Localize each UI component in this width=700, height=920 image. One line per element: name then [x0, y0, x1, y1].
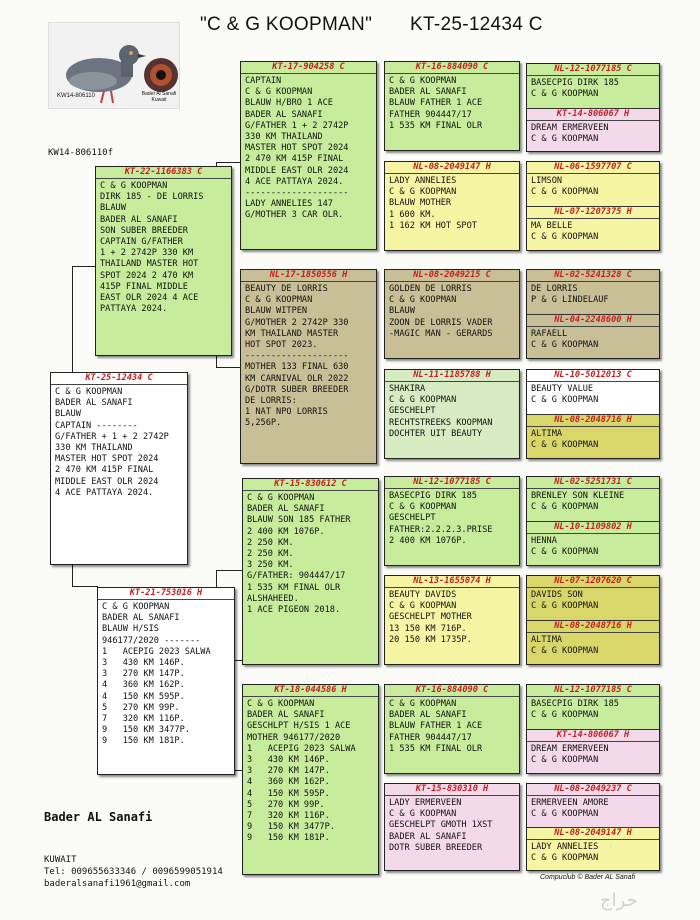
card-line: C & G KOOPMAN	[247, 493, 315, 503]
card-lines	[527, 329, 659, 351]
card-line: C & G KOOPMAN	[531, 133, 599, 144]
photo-ring: KW14-806110	[57, 93, 95, 99]
ring-number: KT-14-806067 H	[526, 730, 660, 742]
gen3-card	[384, 269, 520, 359]
ring-number: NL-02-5241328 C	[526, 270, 660, 282]
ring-number: KT-15-830310 H	[385, 784, 519, 796]
card-line: ZOON DE LORRIS VADER	[389, 317, 493, 328]
card-line: C & G KOOPMAN	[389, 699, 457, 709]
connector	[216, 570, 242, 571]
card-line: 3 270 KM 147P.	[102, 669, 185, 680]
card-line: 5 270 KM 99P.	[102, 702, 180, 713]
card-line: KM CARNIVAL OLR 2022	[245, 373, 349, 384]
ring-number: NL-12-1077185 C	[526, 685, 660, 697]
card-line: RECHTSTREEKS KOOPMAN	[389, 417, 493, 428]
card-lines	[389, 76, 515, 132]
card-line: KM THAILAND MASTER	[245, 328, 339, 339]
card-line: 4 ACE PATTAYA 2024.	[55, 487, 154, 498]
ring-number: NL-08-2049147 H	[526, 828, 660, 840]
card-line: G/FATHER 1 + 2 2742P	[245, 120, 349, 131]
ring-number: NL-17-1850556 H	[241, 270, 376, 282]
card-line: 5 270 KM 99P.	[247, 799, 325, 810]
card-line: 2 400 KM 1076P.	[389, 535, 467, 546]
card-line: GOLDEN DE LORRIS	[389, 284, 472, 294]
card-line: P & G LINDELAUF	[531, 295, 609, 306]
card-line: 2 470 KM 415P FINAL	[55, 465, 154, 476]
card-line: C & G KOOPMAN	[531, 187, 599, 198]
subject-card	[50, 372, 188, 565]
card-line: --------------------	[245, 351, 349, 362]
card-line: BLAUW H/SIS	[102, 624, 159, 635]
gen4-dam	[527, 729, 659, 774]
card-line: 9 150 KM 181P.	[247, 833, 330, 844]
card-line: 2 250 KM.	[247, 537, 294, 548]
card-line: GESCHELPT MOTHER	[389, 612, 472, 623]
gen4-card	[526, 63, 660, 152]
card-lines	[527, 842, 659, 864]
gen3-card	[384, 575, 520, 665]
card-lines	[527, 491, 659, 513]
card-lines	[527, 798, 659, 820]
card-lines	[527, 429, 659, 451]
card-line: MASTER HOT SPOT 2024	[245, 143, 349, 154]
sire-card	[95, 166, 232, 356]
gen4-dam	[527, 206, 659, 251]
owner-email[interactable]: baderalsanafi1961@gmail.com	[44, 879, 191, 889]
card-line: G/MOTHER 2 2742P 330	[245, 317, 349, 328]
card-line: 1 ACE PIGEON 2018.	[247, 605, 341, 616]
photo-owner-name: Bader Al Sanafi	[141, 91, 177, 97]
gen2-card	[242, 478, 379, 665]
card-line: 2 470 KM 415P FINAL	[245, 154, 344, 165]
card-line: C & G KOOPMAN	[531, 710, 599, 721]
card-line: --------------------	[245, 188, 349, 199]
connector	[216, 367, 240, 368]
card-lines	[527, 384, 659, 406]
ring-number: NL-08-2048716 H	[526, 415, 660, 427]
card-line: 5,256P.	[245, 418, 282, 429]
card-line: 1 NAT NPO LORRIS	[245, 407, 328, 418]
card-line: ERMERVEEN AMORE	[531, 798, 609, 808]
card-line: -MAGIC MAN - GERARDS	[389, 328, 493, 339]
card-line: C & G KOOPMAN	[531, 340, 599, 351]
card-lines	[55, 387, 183, 499]
ring-number: NL-08-2049215 C	[385, 270, 519, 282]
card-line: 4 150 KM 595P.	[102, 691, 185, 702]
card-line: GESCHELPT GMOTH 1XST	[389, 820, 493, 831]
gen4-card	[526, 161, 660, 251]
card-line: C & G KOOPMAN	[245, 295, 313, 306]
card-line: LIMSON	[531, 176, 563, 186]
card-line: CAPTAIN G/FATHER	[100, 237, 183, 248]
card-line: 1 ACEPIG 2023 SALWA	[247, 743, 356, 754]
ring-number: KT-17-904258 C	[241, 62, 376, 74]
gen3-card	[384, 161, 520, 251]
card-line: ALTIMA	[531, 635, 563, 645]
card-line: FATHER 904447/17	[389, 109, 472, 120]
gen3-card	[384, 369, 520, 459]
ring-number: KT-15-830612 C	[243, 479, 378, 491]
card-line: BRENLEY SON KLEINE	[531, 491, 625, 501]
card-line: LADY ANNELIES	[531, 842, 599, 852]
card-line: BASECPIG DIRK 185	[531, 699, 619, 709]
card-line: 1 600 KM.	[389, 209, 436, 220]
ring-number: NL-12-1077185 C	[385, 477, 519, 489]
card-line: RAFAELL	[531, 329, 568, 339]
card-line: 1 535 KM FINAL OLR	[389, 743, 483, 754]
gen4-card	[526, 269, 660, 359]
ring-number: NL-07-1207375 H	[526, 207, 660, 219]
card-line: MOTHER 946177/2020	[247, 732, 341, 743]
card-lines	[389, 384, 515, 440]
card-line: MOTHER 133 FINAL 630	[245, 362, 349, 373]
card-line: MIDDLE EAST OLR 2024	[55, 476, 159, 487]
card-line: C & G KOOPMAN	[247, 699, 315, 709]
card-line: C & G KOOPMAN	[389, 395, 457, 406]
gen3-card	[384, 476, 520, 566]
gen4-sire	[527, 370, 659, 414]
dam-card	[97, 587, 235, 775]
ring-number: NL-08-2049147 H	[385, 162, 519, 174]
card-line: 20 150 KM 1735P.	[389, 634, 472, 645]
card-line: HOT SPOT 2023.	[245, 340, 318, 351]
card-lines	[527, 744, 659, 766]
card-line: DAVIDS SON	[531, 590, 583, 600]
card-lines	[247, 493, 374, 616]
card-line: C & G KOOPMAN	[531, 547, 599, 558]
connector	[234, 660, 242, 661]
ring-number: NL-10-1109802 H	[526, 522, 660, 534]
card-line: 3 430 KM 146P.	[102, 658, 185, 669]
card-line: BLAUW	[389, 306, 415, 317]
card-line: BADER AL SANAFI	[55, 398, 133, 409]
connector	[72, 586, 98, 587]
card-line: C & G KOOPMAN	[102, 602, 170, 612]
card-line: 4 360 KM 162P.	[247, 777, 330, 788]
ring-number: NL-11-1185788 H	[385, 370, 519, 382]
gen4-sire	[527, 685, 659, 729]
card-line: SHAKIRA	[389, 384, 426, 394]
card-line: 415P FINAL MIDDLE	[100, 281, 188, 292]
card-line: LADY ANNELIES	[389, 176, 457, 186]
card-line: C & G KOOPMAN	[531, 853, 599, 864]
card-line: BADER AL SANAFI	[389, 710, 467, 721]
owner-phone: Tel: 009655633346 / 0096599051914	[44, 867, 223, 877]
ring-number: NL-10-5012013 C	[526, 370, 660, 382]
card-line: C & G KOOPMAN	[531, 809, 599, 820]
card-line: G/MOTHER 3 CAR OLR.	[245, 210, 344, 221]
ring-number: NL-04-2248600 H	[526, 315, 660, 327]
pigeon-photo	[48, 22, 180, 109]
card-line: BLAUW	[100, 203, 126, 214]
gen4-sire	[527, 784, 659, 827]
card-line: FATHER:2.2.2.3.PRISE	[389, 524, 493, 535]
card-line: 9 150 KM 3477P.	[102, 725, 190, 736]
card-line: DIRK 185 - DE LORRIS	[100, 192, 204, 203]
ring-number: NL-08-2049237 C	[526, 784, 660, 796]
card-line: BADER AL SANAFI	[389, 831, 467, 842]
card-line: 9 150 KM 3477P.	[247, 822, 335, 833]
card-line: 1 ACEPIG 2023 SALWA	[102, 646, 211, 657]
photo-ring-label: KW14-806110f	[48, 148, 114, 158]
card-line: GESCHELPT	[389, 406, 436, 417]
ring-number: KT-16-884090 C	[385, 62, 519, 74]
card-lines	[389, 176, 515, 232]
gen4-dam	[527, 414, 659, 459]
card-line: GESCHLPT H/SIS 1 ACE	[247, 721, 351, 732]
ring-number: NL-02-5251731 C	[526, 477, 660, 489]
gen4-sire	[527, 270, 659, 314]
card-line: C & G KOOPMAN	[531, 232, 599, 243]
card-line: C & G KOOPMAN	[389, 502, 457, 513]
gen4-dam	[527, 108, 659, 153]
card-line: MA BELLE	[531, 221, 573, 231]
card-lines	[245, 76, 372, 222]
gen2-card	[240, 61, 377, 250]
card-line: C & G KOOPMAN	[531, 502, 599, 513]
card-line: 946177/2020 -------	[102, 635, 201, 646]
card-line: MIDDLE EAST OLR 2024	[245, 165, 349, 176]
subject-ring-title: KT-25-12434 C	[410, 14, 543, 35]
card-line: C & G KOOPMAN	[245, 87, 313, 98]
card-lines	[527, 284, 659, 306]
card-line: BASECPIG DIRK 185	[531, 78, 619, 88]
card-line: DOTR SUBER BREEDER	[389, 842, 483, 853]
card-line: 3 250 KM.	[247, 560, 294, 571]
gen2-card	[242, 684, 379, 875]
gen3-card	[384, 61, 520, 151]
card-lines	[389, 491, 515, 547]
gen4-card	[526, 476, 660, 566]
card-line: BADER AL SANAFI	[245, 109, 323, 120]
gen4-card	[526, 575, 660, 665]
card-line: DREAM ERMERVEEN	[531, 122, 609, 133]
ring-number: NL-12-1077185 C	[526, 64, 660, 76]
ring-number: KT-22-1166383 C	[96, 167, 231, 179]
card-line: BLAUW WITPEN	[245, 306, 308, 317]
card-line: BADER AL SANAFI	[247, 504, 325, 515]
card-line: C & G KOOPMAN	[389, 187, 457, 198]
card-line: BEAUTY VALUE	[531, 384, 594, 394]
owner-country: KUWAIT	[44, 855, 77, 865]
card-line: PATTAYA 2024.	[100, 304, 168, 315]
ring-number: KT-25-12434 C	[51, 373, 187, 385]
gen3-card	[384, 684, 520, 774]
ring-number: NL-07-1207620 C	[526, 576, 660, 588]
card-line: 330 KM THAILAND	[55, 443, 133, 454]
connector	[216, 162, 240, 163]
credit: Compuclub © Bader AL Sanafi	[540, 874, 636, 881]
card-line: 1 162 KM HOT SPOT	[389, 220, 477, 231]
card-line: BADER AL SANAFI	[102, 613, 180, 624]
ring-number: KT-21-753016 H	[98, 588, 234, 600]
card-line: C & G KOOPMAN	[55, 387, 123, 397]
card-line: C & G KOOPMAN	[531, 89, 599, 100]
ring-number: NL-08-2048716 H	[526, 621, 660, 633]
card-line: 2 400 KM 1076P.	[247, 526, 325, 537]
card-line: C & G KOOPMAN	[531, 646, 599, 657]
card-lines	[527, 221, 659, 243]
card-line: 13 150 KM 716P.	[389, 623, 467, 634]
gen2-card	[240, 269, 377, 464]
watermark: حراج	[600, 890, 638, 911]
card-line: SPOT 2024 2 470 KM	[100, 270, 194, 281]
card-lines	[389, 699, 515, 755]
card-lines	[527, 78, 659, 100]
card-lines	[389, 284, 515, 340]
ring-number: NL-06-1597707 C	[526, 162, 660, 174]
gen4-dam	[527, 521, 659, 566]
gen4-dam	[527, 314, 659, 359]
card-lines	[527, 635, 659, 657]
gen4-card	[526, 684, 660, 774]
card-line: C & G KOOPMAN	[531, 440, 599, 451]
card-line: 3 270 KM 147P.	[247, 766, 330, 777]
card-lines	[527, 590, 659, 612]
card-line: DE LORRIS:	[245, 396, 297, 407]
card-line: C & G KOOPMAN	[531, 755, 599, 766]
card-line: LADY ANNELIES 147	[245, 199, 333, 210]
card-line: 7 320 KM 116P.	[102, 714, 185, 725]
card-line: 1 + 2 2742P 330 KM	[100, 248, 194, 259]
card-line: C & G KOOPMAN	[389, 809, 457, 820]
card-line: GESCHELPT	[389, 513, 436, 524]
card-line: 3 430 KM 146P.	[247, 755, 330, 766]
card-line: 7 320 KM 116P.	[247, 811, 330, 822]
gen4-dam	[527, 620, 659, 665]
card-lines	[247, 699, 374, 845]
ring-number: KT-18-044586 H	[243, 685, 378, 697]
card-line: BADER AL SANAFI	[247, 710, 325, 721]
ring-number: KT-16-884090 C	[385, 685, 519, 697]
gen4-sire	[527, 162, 659, 206]
card-line: DE LORRIS	[531, 284, 578, 294]
card-line: G/DOTR SUBER BREEDER	[245, 384, 349, 395]
card-line: BLAUW SON 185 FATHER	[247, 515, 351, 526]
card-line: SON SUBER BREEDER	[100, 225, 188, 236]
card-line: BEAUTY DE LORRIS	[245, 284, 328, 294]
owner-name: Bader AL Sanafi	[44, 810, 153, 824]
card-line: 4 150 KM 595P.	[247, 788, 330, 799]
card-lines	[527, 699, 659, 721]
ring-number: KT-14-806067 H	[526, 109, 660, 121]
card-lines	[100, 181, 227, 315]
card-line: 1 535 KM FINAL OLR	[247, 582, 341, 593]
card-line: MASTER HOT SPOT 2024	[55, 454, 159, 465]
card-lines	[527, 536, 659, 558]
card-lines	[527, 123, 659, 145]
card-line: C & G KOOPMAN	[531, 395, 599, 406]
card-line: 4 360 KM 162P.	[102, 680, 185, 691]
card-line: CAPTAIN	[245, 76, 282, 86]
card-lines	[389, 590, 515, 646]
card-line: G/FATHER: 904447/17	[247, 571, 346, 582]
card-line: 2 250 KM.	[247, 549, 294, 560]
card-line: BASECPIG DIRK 185	[389, 491, 477, 501]
card-line: EAST OLR 2024 4 ACE	[100, 293, 199, 304]
card-line: 330 KM THAILAND	[245, 132, 323, 143]
card-line: BLAUW H/BRO 1 ACE	[245, 98, 333, 109]
card-line: BADER AL SANAFI	[100, 214, 178, 225]
gen4-sire	[527, 64, 659, 108]
card-line: DREAM ERMERVEEN	[531, 744, 609, 754]
gen4-card	[526, 783, 660, 871]
card-line: BADER AL SANAFI	[389, 87, 467, 98]
card-line: G/FATHER + 1 + 2 2742P	[55, 431, 169, 442]
card-line: BLAUW FATHER 1 ACE	[389, 721, 483, 732]
card-lines	[527, 176, 659, 198]
card-line: THAILAND MASTER HOT	[100, 259, 199, 270]
card-line: 1 535 KM FINAL OLR	[389, 120, 483, 131]
gen4-card	[526, 369, 660, 459]
photo-owner	[139, 91, 179, 103]
card-line: C & G KOOPMAN	[531, 601, 599, 612]
card-line: C & G KOOPMAN	[389, 76, 457, 86]
pedigree-title: "C & G KOOPMAN"	[200, 14, 373, 35]
card-line: C & G KOOPMAN	[389, 601, 457, 612]
card-line: C & G KOOPMAN	[389, 295, 457, 306]
card-line: ALTIMA	[531, 429, 563, 439]
card-lines	[389, 798, 515, 854]
card-line: BEAUTY DAVIDS	[389, 590, 457, 600]
ring-number: NL-13-1655074 H	[385, 576, 519, 588]
card-lines	[245, 284, 372, 430]
gen4-sire	[527, 477, 659, 521]
connector	[72, 266, 97, 267]
card-line: CAPTAIN --------	[55, 420, 138, 431]
card-line: LADY ERMERVEEN	[389, 798, 462, 808]
card-line: BLAUW FATHER 1 ACE	[389, 98, 483, 109]
card-line: HENNA	[531, 536, 557, 546]
card-line: 4 ACE PATTAYA 2024.	[245, 176, 344, 187]
card-line: ALSHAHEED.	[247, 593, 299, 604]
card-line: FATHER 904447/17	[389, 732, 472, 743]
card-line: BLAUW	[55, 409, 81, 420]
photo-owner-country: Kuwait	[151, 97, 167, 103]
card-lines	[102, 602, 230, 748]
card-line: DOCHTER UIT BEAUTY	[389, 428, 483, 439]
gen3-card	[384, 783, 520, 871]
card-line: 9 150 KM 181P.	[102, 736, 185, 747]
card-line: BLAUW MOTHER	[389, 198, 452, 209]
gen4-dam	[527, 827, 659, 871]
gen4-sire	[527, 576, 659, 620]
card-line: C & G KOOPMAN	[100, 181, 168, 191]
